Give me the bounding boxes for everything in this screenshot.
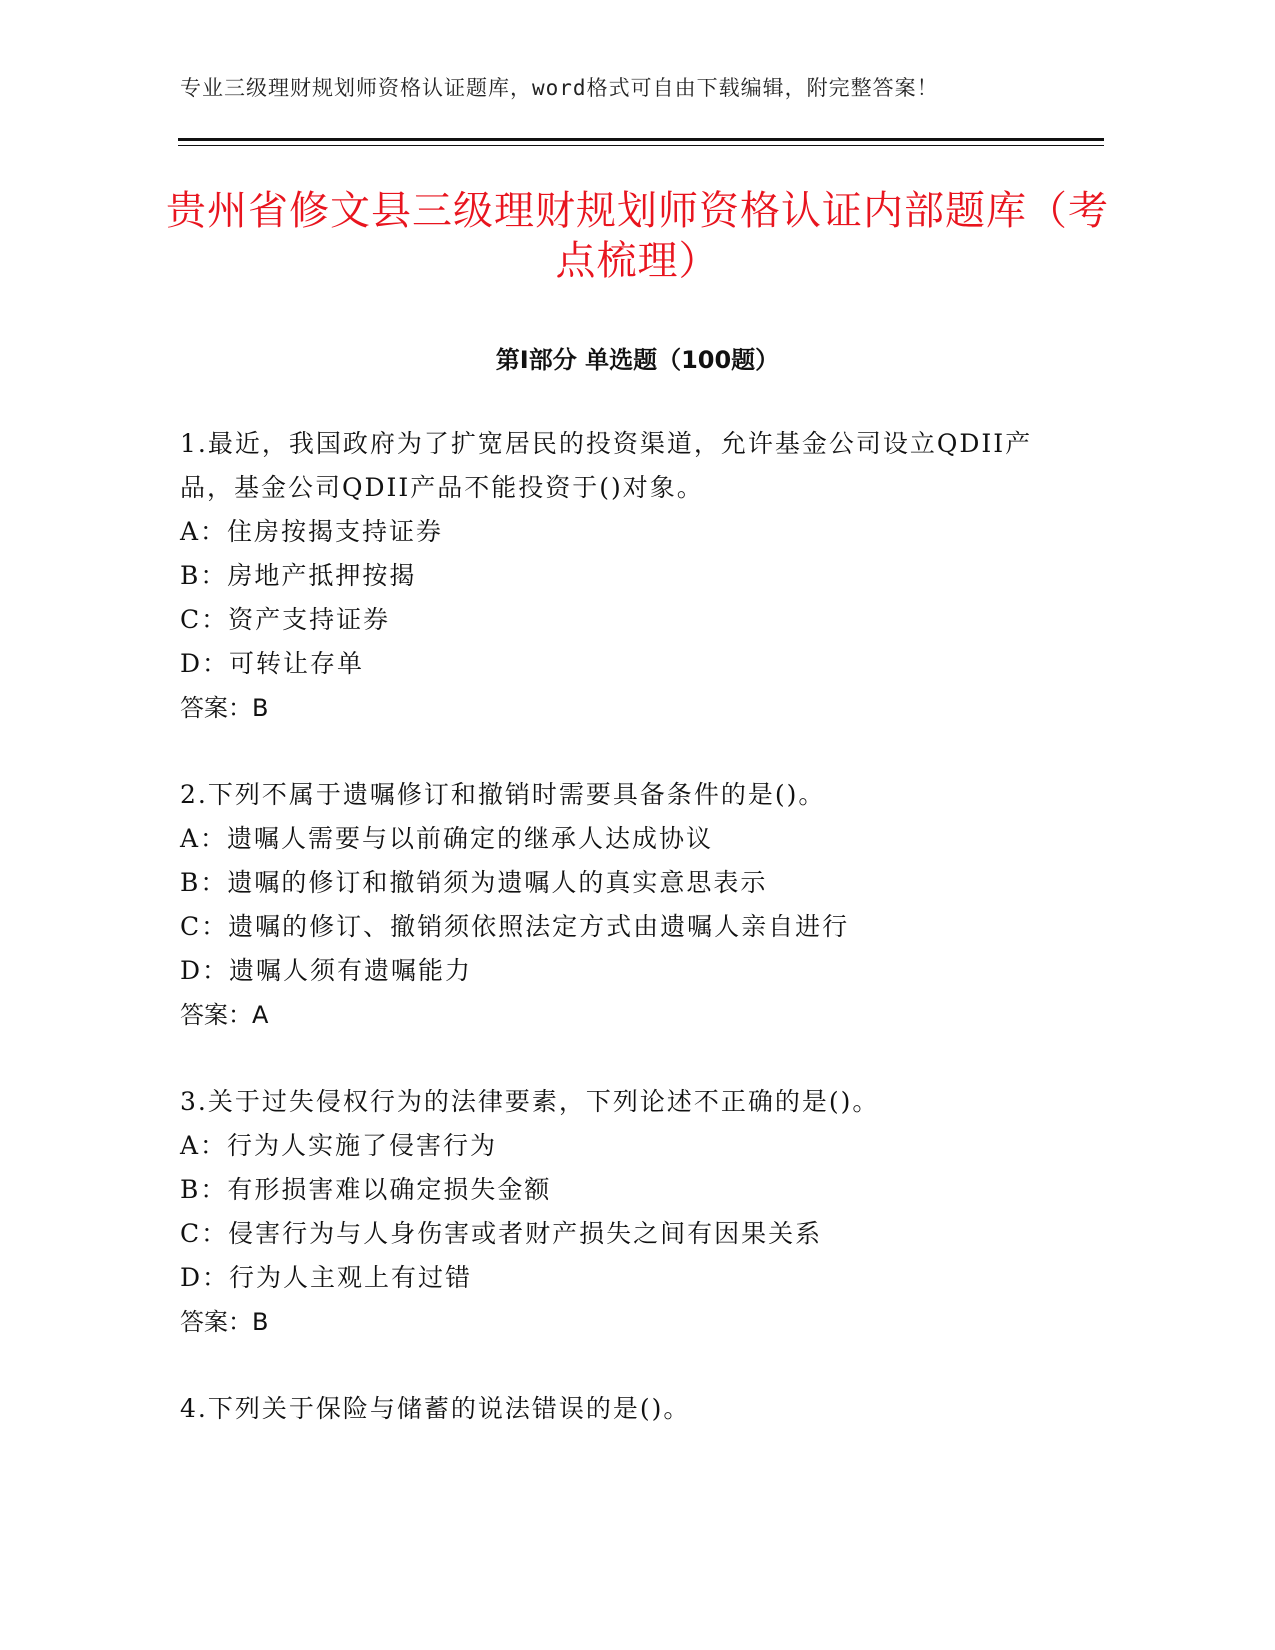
- option-d: D：遗嘱人须有遗嘱能力: [180, 956, 473, 985]
- question-3: [180, 1080, 1060, 1344]
- page-header: 专业三级理财规划师资格认证题库，word格式可自由下载编辑，附完整答案！: [180, 76, 939, 100]
- header-rule-thick: [178, 138, 1104, 141]
- answer: 答案：A: [180, 1001, 269, 1029]
- header-rule-thin: [178, 145, 1104, 146]
- question-stem: 3.关于过失侵权行为的法律要素，下列论述不正确的是()。: [180, 1087, 880, 1116]
- question-list: [180, 422, 1060, 1474]
- answer: 答案：B: [180, 694, 269, 722]
- option-d: D：可转让存单: [180, 649, 365, 678]
- question-2: [180, 773, 1060, 1037]
- question-4: [180, 1387, 1060, 1431]
- answer: 答案：B: [180, 1308, 269, 1336]
- option-b: B：遗嘱的修订和撤销须为遗嘱人的真实意思表示: [180, 868, 768, 897]
- question-stem: 1.最近，我国政府为了扩宽居民的投资渠道，允许基金公司设立QDII产品，基金公司QDII产品不能投资于()对象。: [180, 429, 1033, 502]
- option-b: B：房地产抵押按揭: [180, 561, 417, 590]
- option-d: D：行为人主观上有过错: [180, 1263, 473, 1292]
- option-a: A：住房按揭支持证券: [180, 517, 444, 546]
- option-c: C：遗嘱的修订、撤销须依照法定方式由遗嘱人亲自进行: [180, 912, 850, 941]
- question-stem: 4.下列关于保险与储蓄的说法错误的是()。: [180, 1394, 691, 1423]
- option-b: B：有形损害难以确定损失金额: [180, 1175, 552, 1204]
- question-1: [180, 422, 1060, 730]
- document-title: 贵州省修文县三级理财规划师资格认证内部题库（考点梳理）: [166, 188, 1109, 284]
- section-title: 第Ⅰ部分 单选题（100题）: [495, 346, 780, 374]
- question-stem: 2.下列不属于遗嘱修订和撤销时需要具备条件的是()。: [180, 780, 826, 809]
- option-a: A：行为人实施了侵害行为: [180, 1131, 498, 1160]
- option-a: A：遗嘱人需要与以前确定的继承人达成协议: [180, 824, 714, 853]
- option-c: C：侵害行为与人身伤害或者财产损失之间有因果关系: [180, 1219, 823, 1248]
- option-c: C：资产支持证券: [180, 605, 391, 634]
